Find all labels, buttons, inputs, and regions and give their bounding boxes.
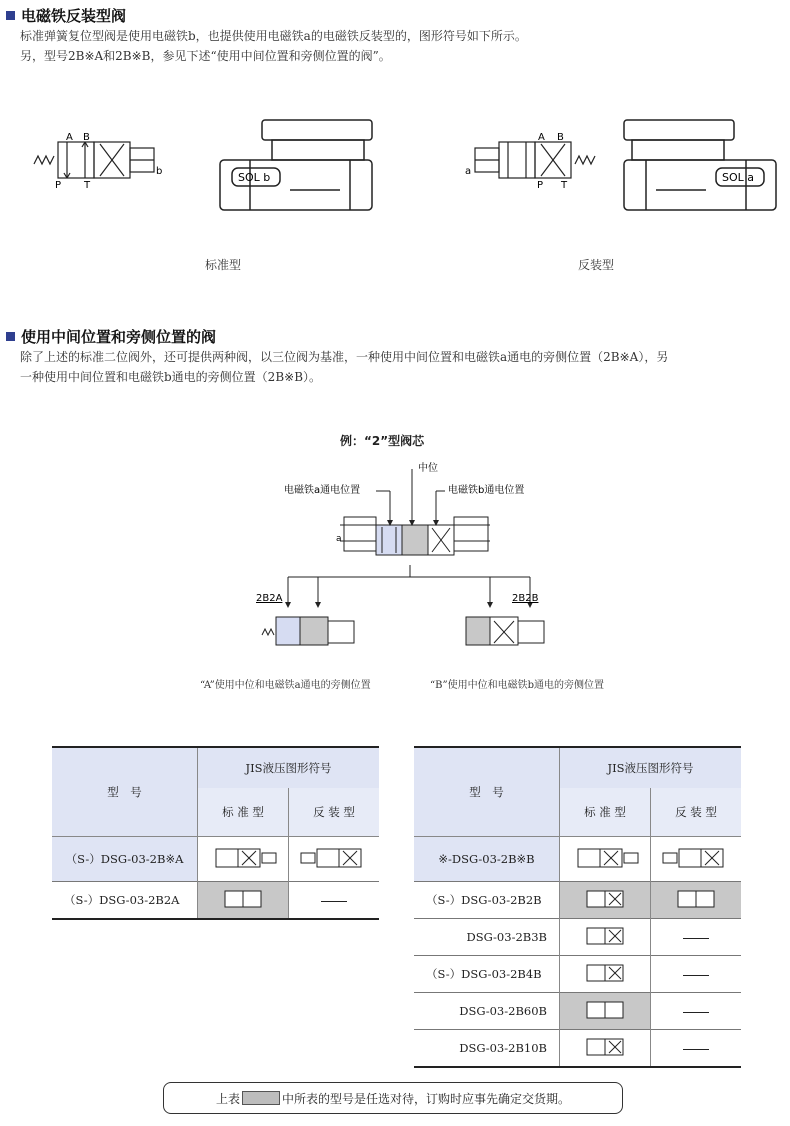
rev-symbol-icon (657, 843, 735, 873)
svg-text:A: A (538, 132, 545, 143)
table-right-row4-model: DSG-03-2B60B (459, 1004, 547, 1018)
table-left-row1-model: （S-）DSG-03-2B2A (64, 893, 180, 907)
footnote-after: 中所表的型号是任选对待，订购时应事先确定交货期。 (282, 1091, 571, 1106)
svg-text:T: T (561, 180, 568, 190)
label-2b2a: 2B2A (256, 593, 283, 604)
table-right-row0-rev (651, 837, 742, 882)
sol-a-text: SOL a (722, 171, 755, 184)
table-right-row3-rev (651, 956, 742, 993)
table-left-row0-rev (289, 837, 380, 882)
table-right-row1-model: （S-）DSG-03-2B2B (426, 893, 542, 907)
table-left-rev-header: 反 装 型 (289, 788, 380, 837)
table-right-row5-std (560, 1030, 651, 1068)
table-left (52, 746, 379, 920)
sol-b-pos-label: 电磁铁b通电位置 (448, 485, 525, 496)
mid-label: 中位 (418, 463, 438, 474)
table-right-row0-std (560, 837, 651, 882)
reverse-symbol-diagram (465, 130, 600, 190)
gray-swatch (242, 1091, 280, 1105)
table-right-row3-std (560, 956, 651, 993)
section1-title-text: 电磁铁反装型阀 (21, 7, 127, 25)
table-left-model-header: 型 号 (52, 747, 198, 837)
table-right-row2-std (560, 919, 651, 956)
reverse-valve-drawing (610, 112, 785, 214)
table-left-std-header: 标 准 型 (198, 788, 289, 837)
heading-square-icon (6, 11, 15, 20)
section1-line2: 另，型号2B※A和2B※B，参见下述“使用中间位置和旁侧位置的阀”。 (20, 49, 391, 63)
example-caption-a: “A”使用中位和电磁铁a通电的旁侧位置 (200, 680, 371, 691)
section2-line1: 除了上述的标准二位阀外，还可提供两种阀，以三位阀为基准，一种使用中间位置和电磁铁a通电的旁侧位置（2B※A），另 (20, 350, 669, 364)
table-right (414, 746, 741, 1068)
sol-b-letter: b (156, 166, 163, 177)
table-right-row2-model: DSG-03-2B3B (466, 930, 547, 944)
table-right-rev-header: 反 装 型 (651, 788, 742, 837)
heading-square-icon (6, 332, 15, 341)
port-p-label: P (55, 180, 62, 190)
spool-symbol-icon (585, 926, 625, 946)
rev-symbol-icon (295, 843, 373, 873)
table-left-row1-std (198, 882, 289, 920)
spool-symbol-icon (676, 889, 716, 909)
section1-title (6, 5, 126, 26)
section2-title-text: 使用中间位置和旁侧位置的阀 (21, 328, 217, 346)
svg-text:P: P (537, 180, 544, 190)
example-title: 例：“2”型阀芯 (340, 434, 425, 448)
spool-symbol-icon (585, 1000, 625, 1020)
caption-reverse: 反装型 (578, 258, 615, 272)
port-a-label: A (66, 132, 73, 143)
svg-text:a: a (465, 166, 472, 177)
table-right-row1-rev (651, 882, 742, 919)
standard-symbol-diagram (30, 130, 165, 190)
table-left-row1-rev (289, 882, 380, 920)
footnote-box (163, 1082, 623, 1114)
std-symbol-icon (204, 843, 282, 873)
table-right-row4-std (560, 993, 651, 1030)
port-t-label: T (84, 180, 91, 190)
section2-title (6, 326, 216, 347)
sol-a-pos-label: 电磁铁a通电位置 (284, 485, 361, 496)
svg-text:a: a (336, 534, 342, 544)
caption-standard: 标准型 (205, 258, 242, 272)
table-left-jis-header: JIS液压图形符号 (198, 747, 380, 788)
table-right-std-header: 标 准 型 (560, 788, 651, 837)
standard-valve-drawing (210, 112, 385, 214)
section2-line2: 一种使用中间位置和电磁铁b通电的旁侧位置（2B※B）。 (20, 370, 322, 384)
table-right-jis-header: JIS液压图形符号 (560, 747, 742, 788)
footnote-before: 上表 (215, 1091, 240, 1106)
table-left-row0-std (198, 837, 289, 882)
port-b-label: B (83, 132, 90, 143)
section2-text (20, 347, 785, 387)
svg-text:B: B (557, 132, 564, 143)
table-right-row5-model: DSG-03-2B10B (459, 1041, 547, 1055)
spool-symbol-icon (585, 963, 625, 983)
table-right-model-header: 型 号 (414, 747, 560, 837)
section1-line1: 标准弹簧复位型阀是使用电磁铁b，也提供使用电磁铁a的电磁铁反装型的，图形符号如下所示。 (20, 29, 527, 43)
table-right-row2-rev (651, 919, 742, 956)
example-caption-b: “B”使用中位和电磁铁b通电的旁侧位置 (430, 680, 604, 691)
label-2b2b: 2B2B (512, 593, 539, 604)
table-left-row0-model: （S-）DSG-03-2B※A (52, 837, 198, 882)
example-spool-diagram (240, 455, 570, 665)
section1-text (20, 26, 785, 66)
table-right-row5-rev (651, 1030, 742, 1068)
spool-symbol-icon (223, 889, 263, 909)
sol-b-text: SOL b (238, 171, 271, 184)
table-right-row1-std (560, 882, 651, 919)
table-right-row3-model: （S-）DSG-03-2B4B (426, 967, 542, 981)
std-symbol-icon (566, 843, 644, 873)
spool-symbol-icon (585, 889, 625, 909)
spool-symbol-icon (585, 1037, 625, 1057)
table-right-row4-rev (651, 993, 742, 1030)
table-right-row0-model: ※-DSG-03-2B※B (414, 837, 560, 882)
